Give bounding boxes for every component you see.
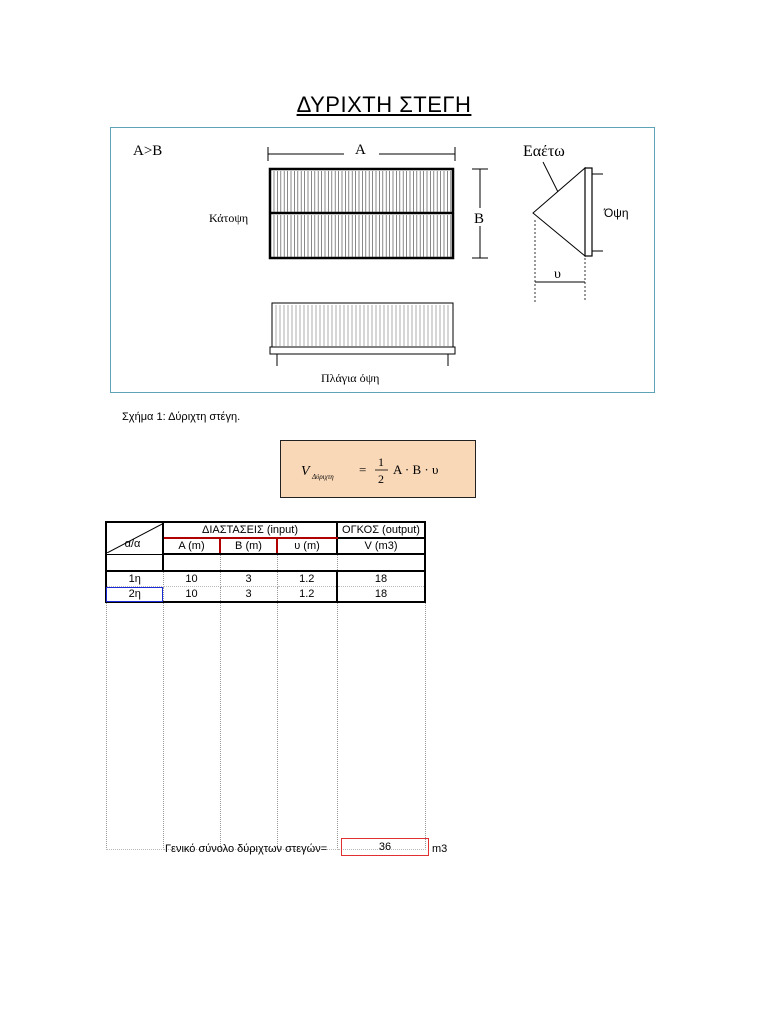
col-v-header: V (m3)	[337, 538, 425, 554]
col-a-header: A (m)	[163, 538, 220, 554]
figure-caption: Σχήμα 1: Δύριχτη στέγη.	[122, 411, 241, 423]
row-u: 1.2	[277, 571, 337, 587]
view-label: Όψη	[604, 206, 629, 220]
formula-rhs: A · B · υ	[393, 462, 439, 477]
row-id: 1η	[106, 571, 163, 587]
plan-view	[270, 169, 453, 258]
row-id: 2η	[106, 587, 163, 603]
col-index-header: α/α	[124, 538, 141, 551]
group-output-header: ΟΓΚΟΣ (output)	[337, 522, 425, 538]
roof-drawing	[111, 128, 656, 394]
volume-table	[105, 521, 426, 850]
condition-label: A>B	[133, 143, 163, 159]
side-view-label: Πλάγια όψη	[321, 371, 380, 385]
side-view	[270, 303, 455, 366]
page-title: ΔΥΡΙΧΤΗ ΣΤΕΓΗ	[296, 92, 472, 117]
dim-a-label: A	[355, 142, 366, 158]
row-b: 3	[220, 571, 277, 587]
formula-denominator: 2	[378, 472, 384, 486]
total-unit: m3	[432, 843, 448, 855]
eaeto-label: Εαέτω	[523, 143, 565, 160]
formula-lhs: V	[301, 464, 310, 479]
col-u-header: υ (m)	[277, 538, 337, 554]
plan-label: Κάτοψη	[209, 211, 249, 225]
total-label: Γενικό σύνολο δύριχτων στεγών=	[165, 843, 328, 855]
table-row	[106, 571, 425, 587]
row-u: 1.2	[277, 587, 337, 603]
roof-figure	[110, 127, 655, 393]
index-header-cell	[106, 522, 163, 554]
group-input-header: ΔΙΑΣΤΑΣΕΙΣ (input)	[163, 522, 337, 538]
volume-formula	[280, 440, 476, 498]
formula-subscript: Δύριχτη	[312, 473, 334, 481]
row-v: 18	[337, 571, 425, 587]
formula-numerator: 1	[378, 455, 384, 469]
table-row	[106, 587, 425, 603]
dim-b-label: B	[474, 211, 485, 227]
svg-text:=: =	[359, 462, 367, 477]
row-v: 18	[337, 587, 425, 603]
total-value: 36	[341, 838, 429, 856]
row-a: 10	[163, 571, 220, 587]
row-b: 3	[220, 587, 277, 603]
row-a: 10	[163, 587, 220, 603]
dim-u-label: υ	[554, 267, 561, 282]
col-b-header: B (m)	[220, 538, 277, 554]
gable-section	[533, 168, 603, 256]
